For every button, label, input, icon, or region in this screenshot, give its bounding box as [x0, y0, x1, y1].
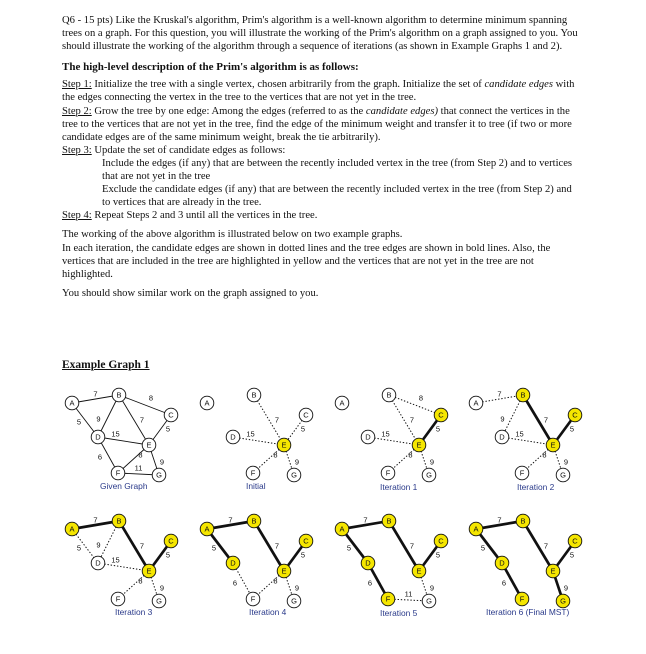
panel-caption: Iteration 5 — [380, 608, 418, 618]
vertex-label-A: A — [473, 398, 479, 408]
vertex-label-A: A — [473, 524, 479, 534]
edge-D-E — [233, 437, 284, 445]
vertex-label-C: C — [438, 536, 444, 546]
edge-weight-D-E: 15 — [381, 429, 390, 439]
step-1-text-a: Initialize the tree with a single vertex, chosen arbitrarily from the graph. Initialize the set of — [91, 79, 485, 91]
vertex-label-A: A — [69, 524, 75, 534]
vertex-label-B: B — [386, 390, 392, 400]
edge-B-E — [119, 395, 149, 445]
vertex-label-A: A — [204, 524, 210, 534]
edge-weight-B-E: 7 — [274, 415, 280, 425]
edge-weight-E-G: 9 — [563, 457, 569, 467]
step-2-emphasis: candidate edges) — [365, 105, 438, 117]
panel-caption: Iteration 2 — [517, 482, 555, 492]
edge-weight-E-G: 9 — [294, 583, 300, 593]
edge-weight-C-E: 5 — [300, 424, 306, 434]
panel-caption: Iteration 1 — [380, 482, 418, 492]
vertex-label-E: E — [550, 440, 556, 450]
edge-weight-B-D: 9 — [96, 540, 101, 550]
vertex-label-C: C — [303, 410, 309, 420]
edge-weight-F-G: 11 — [134, 463, 143, 473]
edge-weight-E-F: 8 — [138, 450, 143, 460]
edge-weight-A-B: 7 — [93, 389, 98, 399]
step-3-exclude: Exclude the candidate edges (if any) that are between the recently included vertex in the tree (from Step 2) and to vertices that are already in the tree. — [102, 184, 572, 209]
edge-weight-E-G: 9 — [429, 457, 435, 467]
edge-D-E — [98, 437, 149, 445]
edge-B-E — [389, 521, 419, 571]
vertex-label-C: C — [168, 410, 174, 420]
vertex-label-E: E — [146, 440, 152, 450]
edge-weight-B-D: 9 — [500, 414, 505, 424]
vertex-label-E: E — [281, 440, 287, 450]
edge-weight-E-G: 9 — [563, 583, 569, 593]
step-2-text-a: Grow the tree by one edge: Among the edges (referred to as the — [91, 105, 366, 117]
vertex-label-G: G — [156, 470, 162, 480]
vertex-label-A: A — [339, 524, 345, 534]
vertex-label-D: D — [95, 558, 101, 568]
vertex-label-D: D — [365, 432, 371, 442]
edge-weight-B-C: 8 — [148, 393, 154, 403]
graph-panel-4 — [469, 388, 582, 492]
vertex-label-C: C — [168, 536, 174, 546]
vertex-label-B: B — [520, 390, 526, 400]
vertex-label-D: D — [499, 558, 505, 568]
vertex-label-F: F — [385, 468, 391, 478]
panel-caption: Initial — [246, 481, 266, 491]
edge-B-E — [389, 395, 419, 445]
vertex-label-B: B — [386, 516, 392, 526]
panel-caption: Iteration 3 — [115, 607, 153, 617]
edge-weight-C-E: 5 — [165, 424, 171, 434]
edge-weight-C-E: 5 — [165, 550, 171, 560]
edge-weight-C-E: 5 — [300, 550, 306, 560]
panel-caption: Iteration 6 (Final MST) — [486, 607, 570, 617]
vertex-label-A: A — [204, 398, 210, 408]
step-2-label: Step 2: — [62, 105, 92, 117]
algorithm-heading: The high-level description of the Prim's algorithm is as follows: — [62, 61, 359, 74]
graph-panel-6 — [200, 514, 313, 617]
vertex-label-F: F — [115, 594, 121, 604]
vertex-label-F: F — [519, 594, 525, 604]
step-4-text: Repeat Steps 2 and 3 until all the vertices in the tree. — [91, 210, 318, 222]
edge-weight-A-D: 5 — [76, 417, 82, 427]
edge-B-C — [119, 395, 171, 415]
edge-weight-D-F: 6 — [367, 578, 373, 588]
vertex-label-B: B — [116, 390, 122, 400]
graph-panel-8 — [469, 514, 582, 617]
edge-B-C — [389, 395, 441, 415]
question-intro: Q6 - 15 pts) Like the Kruskal's algorithm, Prim's algorithm is a well-known algorithm to determine minimum spanning trees on a graph. For this question, you will illustrate the working of the Prim's algorithm on a graph assigned to you. You should illustrate the working of the algorithm through a sequence of iterations (as shown in Example Graphs 1 and 2). — [62, 15, 578, 53]
vertex-label-F: F — [385, 594, 391, 604]
edge-weight-B-E: 7 — [543, 415, 549, 425]
vertex-label-B: B — [251, 516, 257, 526]
graph-panel-2 — [200, 388, 313, 491]
vertex-label-D: D — [95, 432, 101, 442]
vertex-label-F: F — [250, 594, 256, 604]
edge-weight-E-G: 9 — [429, 583, 435, 593]
vertex-label-F: F — [519, 468, 525, 478]
example-graph-title: Example Graph 1 — [62, 359, 150, 371]
edge-weight-E-F: 8 — [138, 576, 143, 586]
edge-weight-E-G: 9 — [294, 457, 300, 467]
edge-weight-E-F: 8 — [273, 576, 278, 586]
vertex-label-D: D — [499, 432, 505, 442]
edge-weight-E-G: 9 — [159, 457, 165, 467]
edge-weight-E-G: 9 — [159, 583, 165, 593]
edge-weight-E-F: 8 — [408, 450, 413, 460]
vertex-label-E: E — [281, 566, 287, 576]
vertex-label-G: G — [426, 470, 432, 480]
working-line-1: The working of the above algorithm is illustrated below on two example graphs. — [62, 229, 403, 241]
vertex-label-D: D — [230, 558, 236, 568]
edge-weight-E-F: 8 — [542, 450, 547, 460]
vertex-label-F: F — [250, 468, 256, 478]
vertex-label-C: C — [438, 410, 444, 420]
vertex-label-A: A — [339, 398, 345, 408]
edge-weight-D-E: 15 — [111, 555, 120, 565]
edge-weight-B-D: 9 — [96, 414, 101, 424]
vertex-label-G: G — [291, 470, 297, 480]
edge-D-E — [368, 437, 419, 445]
graph-panel-3 — [335, 388, 448, 492]
vertex-label-D: D — [230, 432, 236, 442]
vertex-label-C: C — [572, 410, 578, 420]
edge-weight-A-B: 7 — [363, 515, 368, 525]
step-3-include: Include the edges (if any) that are between the recently included vertex in the tree (from Step 2) and to vertices that are not yet in the tree — [102, 157, 573, 183]
vertex-label-C: C — [303, 536, 309, 546]
edge-weight-A-B: 7 — [497, 389, 502, 399]
edge-B-E — [523, 521, 553, 571]
vertex-label-G: G — [426, 596, 432, 606]
edge-weight-B-E: 7 — [409, 415, 415, 425]
edge-weight-B-E: 7 — [274, 541, 280, 551]
vertex-label-G: G — [156, 596, 162, 606]
edge-weight-B-E: 7 — [139, 415, 145, 425]
vertex-label-G: G — [291, 596, 297, 606]
edge-weight-A-B: 7 — [228, 515, 233, 525]
edge-weight-A-D: 5 — [211, 543, 217, 553]
working-line-2: In each iteration, the candidate edges are shown in dotted lines and the tree edges are shown in bold lines. Also, the vertices that are included in the tree are highlighted in yellow and the vertices that are not yet in the tree are not highlighted. — [62, 242, 551, 280]
edge-weight-B-E: 7 — [139, 541, 145, 551]
step-2-text-b: that connect the vertices in the tree to the vertices that are not yet in the tree, find the edge of the minimum weight and transfer it to tree (if two or more candidate edges are of the same minimum weight, break the tie arbitrarily). — [62, 105, 572, 143]
edge-B-E — [254, 521, 284, 571]
edge-weight-A-B: 7 — [93, 515, 98, 525]
edge-weight-D-E: 15 — [515, 429, 524, 439]
edge-weight-B-C: 8 — [418, 393, 424, 403]
vertex-label-A: A — [69, 398, 75, 408]
edge-D-E — [502, 437, 553, 445]
edge-weight-B-E: 7 — [543, 541, 549, 551]
edge-weight-D-E: 15 — [246, 429, 255, 439]
edge-weight-C-E: 5 — [569, 424, 575, 434]
vertex-label-E: E — [146, 566, 152, 576]
graph-panel-7 — [335, 514, 448, 618]
edge-weight-E-F: 8 — [273, 450, 278, 460]
instruction: You should show similar work on the graph assigned to you. — [62, 287, 319, 299]
step-1-emphasis: candidate edges — [484, 79, 553, 91]
vertex-label-E: E — [416, 440, 422, 450]
vertex-label-G: G — [560, 470, 566, 480]
vertex-label-B: B — [520, 516, 526, 526]
step-4-label: Step 4: — [62, 210, 92, 222]
edge-B-E — [254, 395, 284, 445]
panel-caption: Given Graph — [100, 481, 148, 491]
edge-weight-F-G: 11 — [404, 589, 413, 599]
edge-weight-D-E: 15 — [111, 429, 120, 439]
step-1-label: Step 1: — [62, 79, 92, 91]
edge-weight-D-F: 6 — [232, 578, 238, 588]
edge-weight-A-D: 5 — [480, 543, 486, 553]
step-3-label: Step 3: — [62, 144, 92, 156]
edge-weight-C-E: 5 — [569, 550, 575, 560]
edge-weight-A-D: 5 — [76, 543, 82, 553]
vertex-label-C: C — [572, 536, 578, 546]
edge-weight-C-E: 5 — [435, 424, 441, 434]
edge-B-E — [119, 521, 149, 571]
edge-weight-D-F: 6 — [97, 452, 103, 462]
edge-weight-A-B: 7 — [497, 515, 502, 525]
edge-weight-A-D: 5 — [346, 543, 352, 553]
panel-caption: Iteration 4 — [249, 607, 287, 617]
vertex-label-E: E — [550, 566, 556, 576]
edge-weight-D-F: 6 — [501, 578, 507, 588]
edge-D-E — [98, 563, 149, 571]
vertex-label-D: D — [365, 558, 371, 568]
graph-panel-5 — [65, 514, 178, 617]
vertex-label-E: E — [416, 566, 422, 576]
vertex-label-F: F — [115, 468, 121, 478]
vertex-label-B: B — [116, 516, 122, 526]
graph-panel-1 — [65, 388, 178, 491]
step-1-text-b: with the edges connecting the vertex in the tree to the vertices that are not yet in the tree. — [62, 79, 575, 104]
vertex-label-B: B — [251, 390, 257, 400]
edge-weight-B-E: 7 — [409, 541, 415, 551]
step-3-text: Update the set of candidate edges as follows: — [91, 144, 286, 156]
edge-weight-C-E: 5 — [435, 550, 441, 560]
edge-B-E — [523, 395, 553, 445]
vertex-label-G: G — [560, 596, 566, 606]
